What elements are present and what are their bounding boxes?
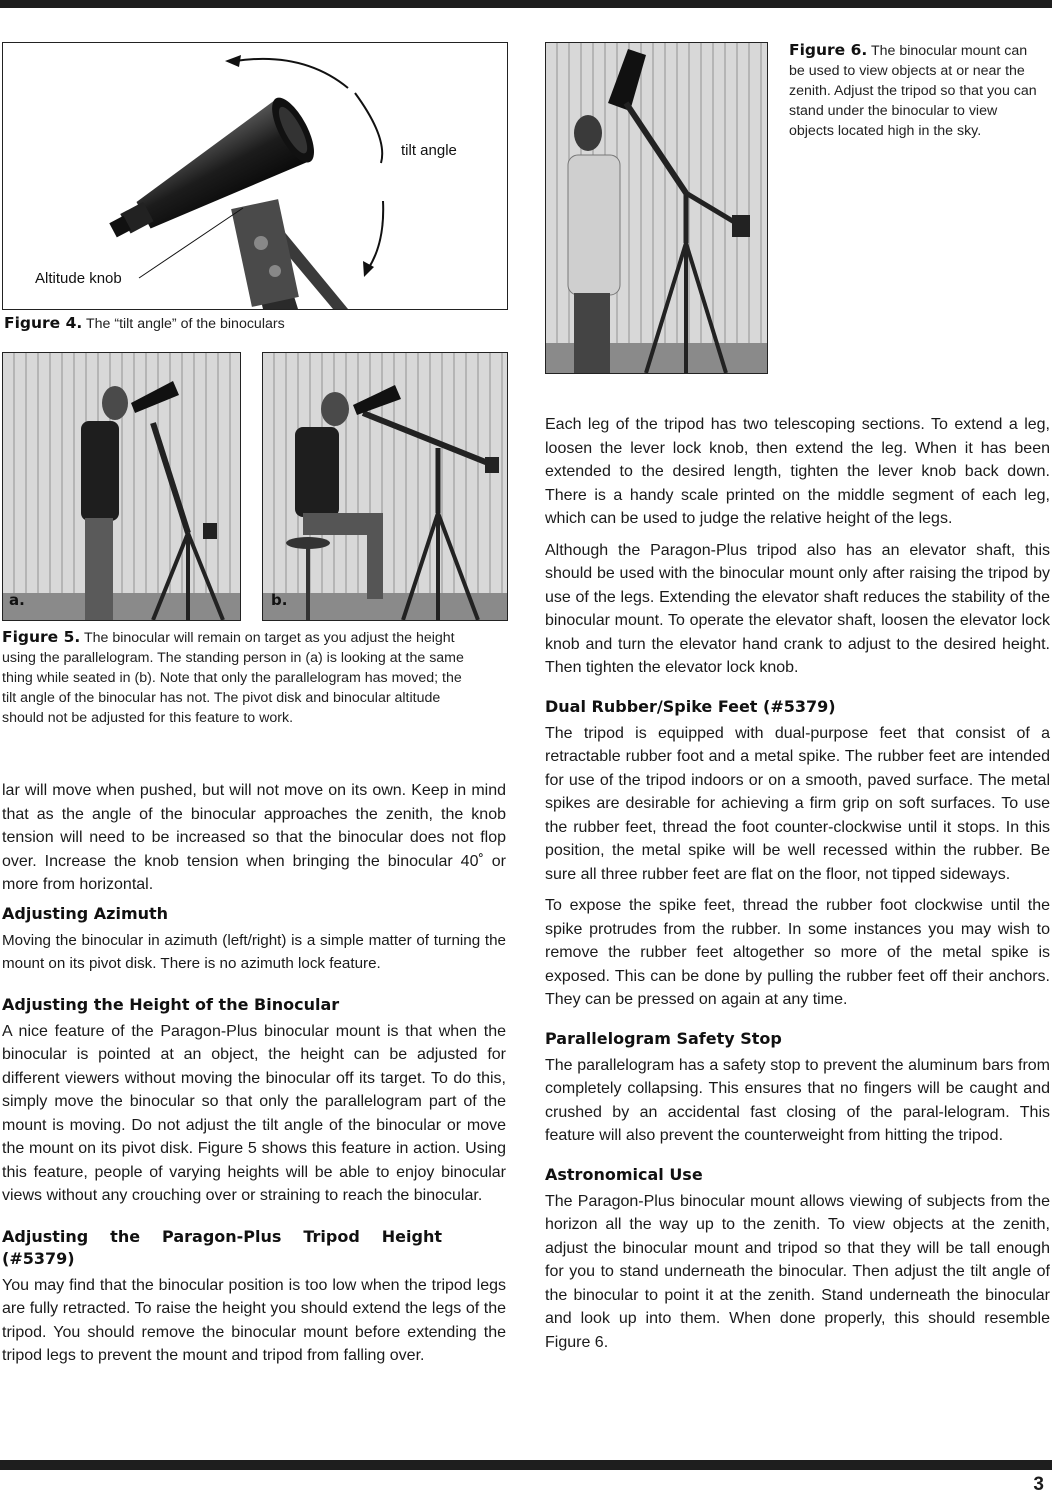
figure-4-caption-text: The “tilt angle” of the binoculars	[85, 316, 285, 332]
figure-5a-photo	[2, 352, 241, 621]
photo-b-label: b.	[271, 591, 288, 609]
figure-5-caption-text: The binocular will remain on target as you adjust the height using the parallelogram. The standing person in (a) is looking at the same thing while seated in (b). Note that only the parallelogram has moved; the tilt angle of the binocular has not. The pivot disk and binocular altitude should not be adjusted for this feature to work.	[2, 630, 464, 726]
bottom-rule	[0, 1460, 1052, 1470]
tripod-height-paragraph: You may find that the binocular position is too low when the tripod legs are fully retracted. To raise the height you should extend the legs of the tripod. You should remove the binocular mount before extending the tripod legs to prevent the mount and tripod from falling over.	[2, 1276, 506, 1364]
figure-5-caption	[2, 627, 472, 728]
left-column-text	[2, 779, 506, 1376]
page-number: 3	[1033, 1474, 1044, 1495]
figure-5b-photo	[262, 352, 508, 621]
right-column-text	[545, 413, 1050, 1362]
elevator-paragraph: Although the Paragon-Plus tripod also has an elevator shaft, this should be used with the binocular mount only after raising the tripod by use of the legs. Extending the elevator shaft reduces the stability of the binocular mount. To operate the elevator shaft, loosen the elevator lock knob and turn the elevator hand crank to adjust to the desired height. Then tighten the elevator lock knob.	[545, 541, 1050, 676]
dual-feet-heading: Dual Rubber/Spike Feet (#5379)	[545, 696, 836, 716]
figure-5-label: Figure 5.	[2, 628, 81, 646]
adjusting-height-heading: Adjusting the Height of the Binocular	[2, 994, 340, 1014]
figure-6-caption	[789, 40, 1044, 141]
photo-a-label: a.	[9, 591, 25, 609]
legs-paragraph: Each leg of the tripod has two telescoping sections. To extend a leg, loosen the lever lock knob, then extend the leg. When it has been extended to the desired length, tighten the lever knob back down. There is a handy scale printed on the middle segment of each leg, which can be used to judge the relative height of the legs.	[545, 416, 1050, 527]
safety-stop-heading: Parallelogram Safety Stop	[545, 1028, 782, 1048]
left-intro-paragraph: lar will move when pushed, but will not move on its own. Keep in mind that as the angle of the binocular approaches the zenith, the knob tension will need to be increased so that the binocular does not flop over. Increase the knob tension when bringing the binocular 40˚ or more from horizontal.	[2, 782, 506, 893]
figure-4-caption	[4, 313, 504, 334]
figure-6-photo	[545, 42, 768, 374]
figure-6-caption-text: The binocular mount can be used to view objects at or near the zenith. Adjust the tripod so that you can stand under the binocular to view objects located high in the sky.	[789, 43, 1037, 139]
adjusting-azimuth-heading: Adjusting Azimuth	[2, 903, 169, 923]
feet-paragraph-2: To expose the spike feet, thread the rubber foot clockwise until the spike protrudes from the rubber. In some instances you may wish to remove the rubber feet altogether so more of the metal spike is exposed. This can be done by pulling the rubber feet off their anchors. They can be pressed on again at any time.	[545, 897, 1050, 1008]
tilt-angle-label: tilt angle	[401, 142, 457, 159]
figure-4-label: Figure 4.	[4, 314, 83, 332]
figure-4-image	[2, 42, 508, 310]
astronomical-use-heading: Astronomical Use	[545, 1164, 703, 1184]
height-paragraph: A nice feature of the Paragon-Plus binocular mount is that when the binocular is pointed at an object, the height can be adjusted for different viewers without moving the binocular off its target. To do this, simply move the binocular so that only the parallelogram part of the mount is moving. Do not adjust the tilt angle of the binocular or move the mount on its pivot disk. Figure 5 shows this feature in action. Using this feature, people of varying heights will be able to enjoy binocular views without any crouching over or straining to reach the binocular.	[2, 1022, 506, 1204]
astronomical-use-paragraph: The Paragon-Plus binocular mount allows viewing of subjects from the horizon all the way up to the zenith. To view objects at the zenith, adjust the binocular mount and tripod so that they will be tall enough for you to stand underneath the binocular. Then adjust the tilt angle of the binocular to point it at the zenith. Stand underneath the binocular and look up into them. When done properly, this should resemble Figure 6.	[545, 1192, 1050, 1351]
safety-stop-paragraph: The parallelogram has a safety stop to prevent the aluminum bars from completely collapsing. This ensures that no fingers will be caught and crushed by an accidental fast closing of the paral-lelogram. This feature will also prevent the counterweight from hitting the tripod.	[545, 1056, 1050, 1144]
feet-paragraph-1: The tripod is equipped with dual-purpose feet that consist of a retractable rubber foot and a metal spike. The rubber feet are intended for use of the tripod indoors or on a smooth, paved surface. The metal spikes are desirable for achieving a firm grip on soft surfaces. To use the rubber feet, thread the foot counter-clockwise until it stops. In this position, the metal spike will be well recessed within the rubber. Be sure all three rubber feet are flat on the floor, not tipped sideways.	[545, 724, 1050, 883]
tripod-height-heading: Adjusting the Paragon-Plus Tripod Height (#5379)	[2, 1226, 442, 1268]
figure-6-label: Figure 6.	[789, 41, 868, 59]
azimuth-paragraph: Moving the binocular in azimuth (left/right) is a simple matter of turning the mount on its pivot disk. There is no azimuth lock feature.	[2, 931, 506, 972]
top-rule	[0, 0, 1052, 8]
altitude-knob-label: Altitude knob	[35, 270, 122, 287]
